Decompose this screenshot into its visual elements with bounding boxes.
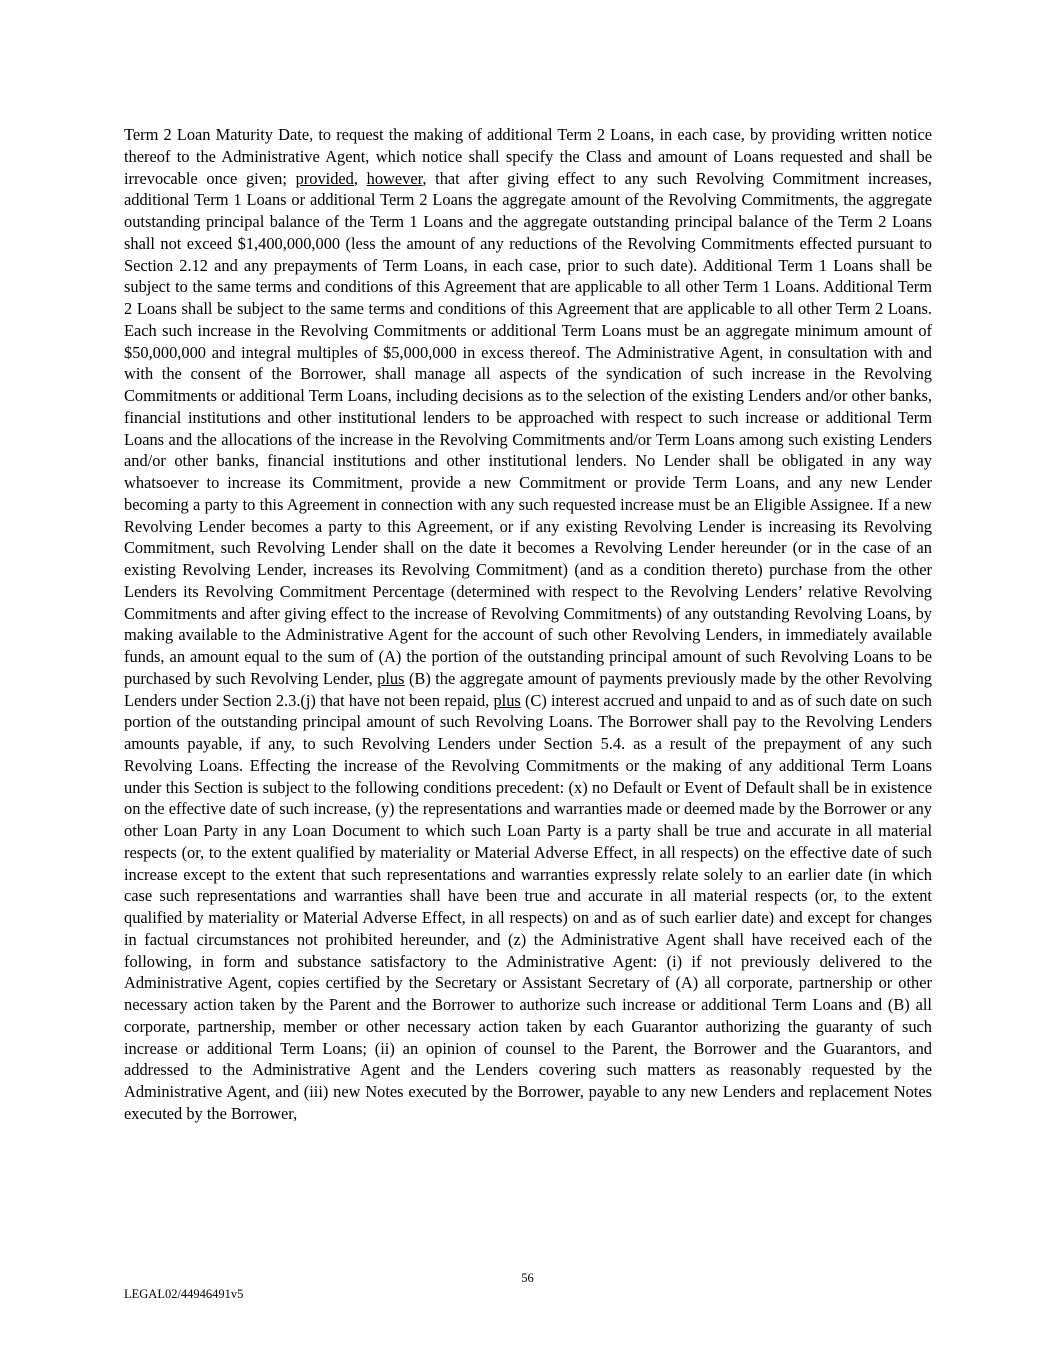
text-segment-underlined: plus xyxy=(377,668,405,688)
body-paragraph xyxy=(124,124,932,1125)
text-segment-underlined: however xyxy=(366,168,423,188)
text-segment: , that after giving effect to any such Revolving Commitment increases, additional Term 1 Loans or additional Term 2 Loans the aggregate amount of the Revolving Commitments, the aggregate outstanding principal balance of the Term 1 Loans and the aggregate outstanding principal balance of the Term 2 Loans shall not exceed $1,400,000,000 (less the amount of any reductions of the Revolving Commitments effected pursuant to Section 2.12 and any prepayments of Term Loans, in each case, prior to such date). Additional Term 1 Loans shall be subject to the same terms and conditions of this Agreement that are applicable to all other Term 1 Loans. Additional Term 2 Loans shall be subject to the same terms and conditions of this Agreement that are applicable to all other Term 2 Loans. Each such increase in the Revolving Commitments or additional Term Loans must be an aggregate minimum amount of $50,000,000 and integral multiples of $5,000,000 in excess thereof. The Administrative Agent, in consultation with and with the consent of the Borrower, shall manage all aspects of the syndication of such increase in the Revolving Commitments or additional Term Loans, including decisions as to the selection of the existing Lenders and/or other banks, financial institutions and other institutional lenders to be approached with respect to such increase or additional Term Loans and the allocations of the increase in the Revolving Commitments and/or Term Loans among such existing Lenders and/or other banks, financial institutions and other institutional lenders. No Lender shall be obligated in any way whatsoever to increase its Commitment, provide a new Commitment or provide Term Loans, and any new Lender becoming a party to this Agreement in connection with any such requested increase must be an Eligible Assignee. If a new Revolving Lender becomes a party to this Agreement, or if any existing Revolving Lender is increasing its Revolving Commitment, such Revolving Lender shall on the date it becomes a Revolving Lender hereunder (or in the case of an existing Revolving Lender, increases its Revolving Commitment) (and as a condition thereto) purchase from the other Lenders its Revolving Commitment Percentage (determined with respect to the Revolving Lenders’ relative Revolving Commitments and after giving effect to the increase of Revolving Commitments) of any outstanding Revolving Loans, by making available to the Administrative Agent for the account of such other Revolving Lenders, in immediately available funds, an amount equal to the sum of (A) the portion of the outstanding principal amount of such Revolving Loans to be purchased by such Revolving Lender, xyxy=(124,168,932,688)
page-number: 56 xyxy=(521,1271,534,1285)
document-id: LEGAL02/44946491v5 xyxy=(124,1287,244,1301)
text-segment-underlined: provided xyxy=(295,168,354,188)
text-segment: (B) the aggregate amount of payments previously made by the other Revolving Lenders under Section 2.3.(j) that have not been repaid, xyxy=(124,668,932,710)
text-segment: (C) interest accrued and unpaid to and as of such date on such portion of the outstanding principal amount of such Revolving Loans. The Borrower shall pay to the Revolving Lenders amounts payable, if any, to such Revolving Lenders under Section 5.4. as a result of the prepayment of any such Revolving Loans. Effecting the increase of the Revolving Commitments or the making of any additional Term Loans under this Section is subject to the following conditions precedent: (x) no Default or Event of Default shall be in existence on the effective date of such increase, (y) the representations and warranties made or deemed made by the Borrower or any other Loan Party in any Loan Document to which such Loan Party is a party shall be true and accurate in all material respects (or, to the extent qualified by materiality or Material Adverse Effect, in all respects) on the effective date of such increase except to the extent that such representations and warranties expressly relate solely to an earlier date (in which case such representations and warranties shall have been true and accurate in all material respects (or, to the extent qualified by materiality or Material Adverse Effect, in all respects) on and as of such earlier date) and except for changes in factual circumstances not prohibited hereunder, and (z) the Administrative Agent shall have received each of the following, in form and substance satisfactory to the Administrative Agent: (i) if not previously delivered to the Administrative Agent, copies certified by the Secretary or Assistant Secretary of (A) all corporate, partnership or other necessary action taken by the Parent and the Borrower to authorize such increase or additional Term Loans and (B) all corporate, partnership, member or other necessary action taken by each Guarantor authorizing the guaranty of such increase or additional Term Loans; (ii) an opinion of counsel to the Parent, the Borrower and the Guarantors, and addressed to the Administrative Agent and the Lenders covering such matters as reasonably requested by the Administrative Agent, and (iii) new Notes executed by the Borrower, payable to any new Lenders and replacement Notes executed by the Borrower, xyxy=(124,690,932,1123)
text-segment-underlined: plus xyxy=(493,690,521,710)
text-segment: Term 2 Loan Maturity Date, to request the making of additional Term 2 Loans, in each case, by providing written notice thereof to the Administrative Agent, which notice shall specify the Class and amount of Loans requested and shall be irrevocable once given; xyxy=(124,125,932,188)
text-segment: , xyxy=(353,168,367,188)
